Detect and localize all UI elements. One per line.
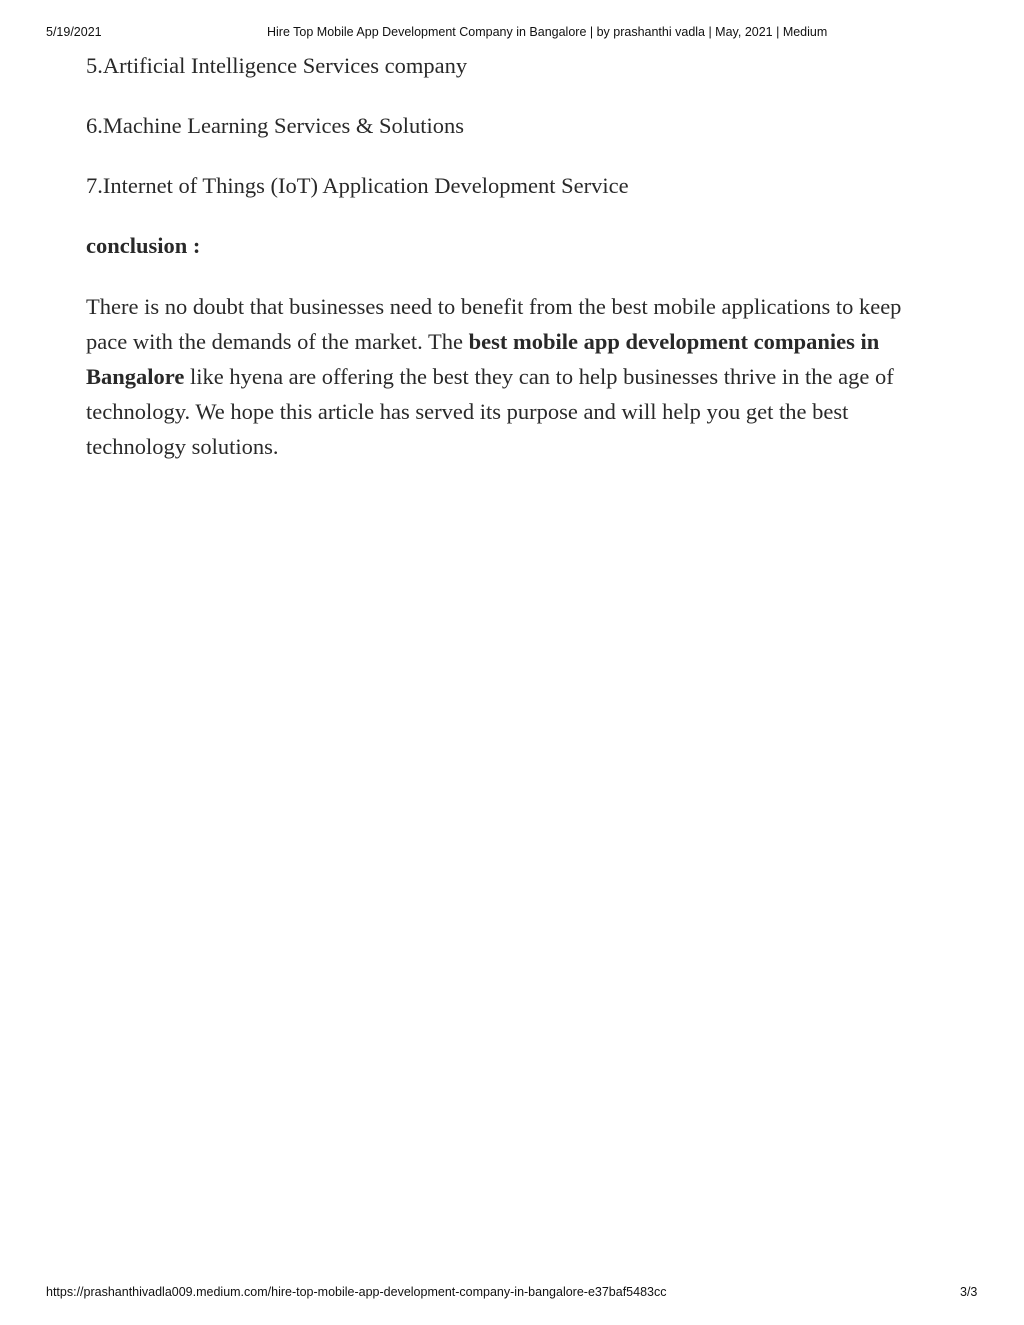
paragraph-bold-link-text: best mobile app development companies in Bangalore [86,329,880,389]
paragraph-text-after: like hyena are offering the best they can to help businesses thrive in the age of technology. We hope this article has served its purpose and will help you get the best technology solutions. [86,364,894,459]
list-item: 7.Internet of Things (IoT) Application Development Service [86,173,629,198]
print-footer [0,1285,1024,1301]
print-url: https://prashanthivadla009.medium.com/hire-top-mobile-app-development-company-in-bangalore-e37baf5483cc [46,1285,667,1299]
conclusion-heading: conclusion : [86,233,201,258]
list-item: 5.Artificial Intelligence Services company [86,53,468,78]
print-header [0,25,1024,41]
print-page-title: Hire Top Mobile App Development Company in Bangalore | by prashanthi vadla | May, 2021 | Medium [267,25,828,39]
conclusion-paragraph [86,289,936,464]
print-date: 5/19/2021 [46,25,102,39]
paragraph-text-before: There is no doubt that businesses need to benefit from the best mobile applications to keep pace with the demands of the market. The [86,294,902,354]
print-page-number: 3/3 [960,1285,978,1299]
list-item: 6.Machine Learning Services & Solutions [86,113,465,138]
article-body [86,50,946,464]
